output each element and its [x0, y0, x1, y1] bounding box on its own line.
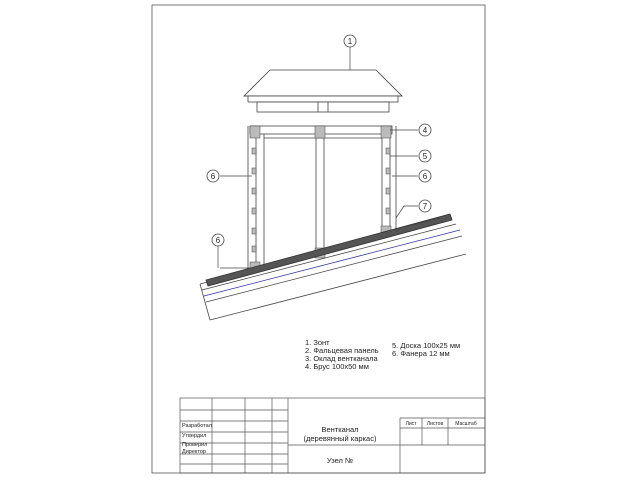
- callout-6-right: [419, 170, 431, 182]
- role-developer: Разработал: [182, 423, 212, 429]
- svg-text:1: 1: [347, 37, 353, 46]
- callout-1: [344, 35, 356, 47]
- legend-item-2: 2. Фальцевая панель: [305, 346, 379, 355]
- role-approved: Утвердил: [182, 433, 207, 439]
- node-number: Узел №: [326, 456, 354, 465]
- svg-text:5: 5: [422, 152, 428, 161]
- svg-text:6: 6: [422, 172, 428, 181]
- drawing-subtitle: (деревянный каркас): [303, 434, 377, 443]
- legend: [305, 338, 460, 371]
- legend-item-3: 3. Оклад вентканала: [305, 354, 378, 363]
- callout-5: [419, 150, 431, 162]
- svg-text:6: 6: [215, 236, 221, 245]
- callout-4: [419, 124, 431, 136]
- svg-text:7: 7: [422, 202, 428, 211]
- col-scale: Масштаб: [455, 421, 477, 427]
- drawing-title: Вентканал: [321, 425, 359, 434]
- legend-item-4: 4. Брус 100х50 мм: [305, 362, 369, 371]
- roof-slope: [200, 214, 466, 320]
- callout-6-left-top: [207, 170, 219, 182]
- callout-6-left-bottom: [212, 234, 224, 246]
- legend-item-6: 6. Фанера 12 мм: [392, 349, 450, 358]
- umbrella-cap: [244, 70, 402, 112]
- legend-item-5: 5. Доска 100х25 мм: [392, 341, 461, 350]
- role-director: Директор: [182, 449, 206, 455]
- callout-7: [419, 200, 431, 212]
- legend-item-1: 1. Зонт: [305, 338, 330, 347]
- svg-text:4: 4: [422, 126, 428, 135]
- col-sheet: Лист: [405, 421, 417, 427]
- col-sheets: Листов: [426, 421, 444, 427]
- role-checked: Проверил: [182, 442, 208, 448]
- svg-text:6: 6: [210, 172, 216, 181]
